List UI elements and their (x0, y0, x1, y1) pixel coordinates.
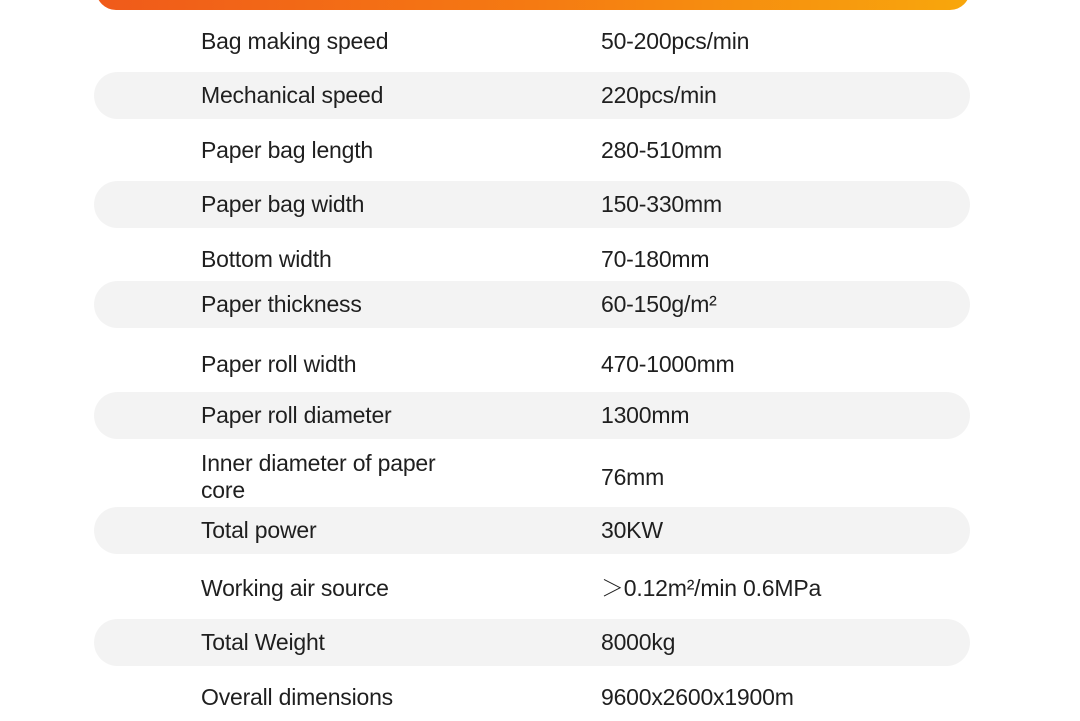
spec-row-total-power (94, 507, 970, 554)
spec-value: 9600x2600x1900m (601, 684, 794, 710)
spec-value: 76mm (601, 463, 665, 490)
spec-name: Inner diameter of paper core (201, 450, 436, 503)
spec-value: 70-180mm (601, 246, 710, 272)
spec-name: Paper roll width (201, 350, 357, 377)
spec-name: Bag making speed (201, 27, 389, 54)
spec-row-total-weight (94, 619, 970, 666)
spec-row-working-air-source (94, 565, 970, 612)
spec-row-paper-thickness (94, 281, 970, 328)
spec-row-inner-diameter-of-paper-core (94, 449, 970, 505)
spec-row-paper-roll-diameter (94, 392, 970, 439)
spec-value: 30KW (601, 517, 663, 543)
spec-row-bag-making-speed (94, 18, 970, 64)
spec-name: Paper bag length (201, 137, 373, 163)
spec-value: 8000kg (601, 629, 676, 655)
spec-row-paper-bag-length (94, 127, 970, 174)
spec-value: 1300mm (601, 402, 690, 428)
spec-value: 470-1000mm (601, 350, 735, 377)
spec-value: 60-150g/m² (601, 291, 717, 317)
spec-row-paper-roll-width (94, 340, 970, 388)
spec-name: Total Weight (201, 629, 325, 655)
spec-value: 50-200pcs/min (601, 27, 750, 54)
spec-name: Mechanical speed (201, 82, 384, 108)
spec-name: Working air source (201, 575, 389, 601)
spec-value: 220pcs/min (601, 82, 717, 108)
spec-name: Paper bag width (201, 191, 365, 217)
spec-name: Overall dimensions (201, 684, 393, 710)
spec-value: ＞0.12m²/min 0.6MPa (601, 575, 822, 601)
spec-value: 150-330mm (601, 191, 722, 217)
spec-row-bottom-width (94, 236, 970, 283)
spec-value: 280-510mm (601, 137, 722, 163)
spec-name: Paper roll diameter (201, 402, 392, 428)
spec-name: Paper thickness (201, 291, 362, 317)
spec-row-overall-dimensions (94, 674, 970, 721)
spec-row-mechanical-speed (94, 72, 970, 119)
spec-name: Total power (201, 517, 317, 543)
spec-row-paper-bag-width (94, 181, 970, 228)
spec-name: Bottom width (201, 246, 332, 272)
